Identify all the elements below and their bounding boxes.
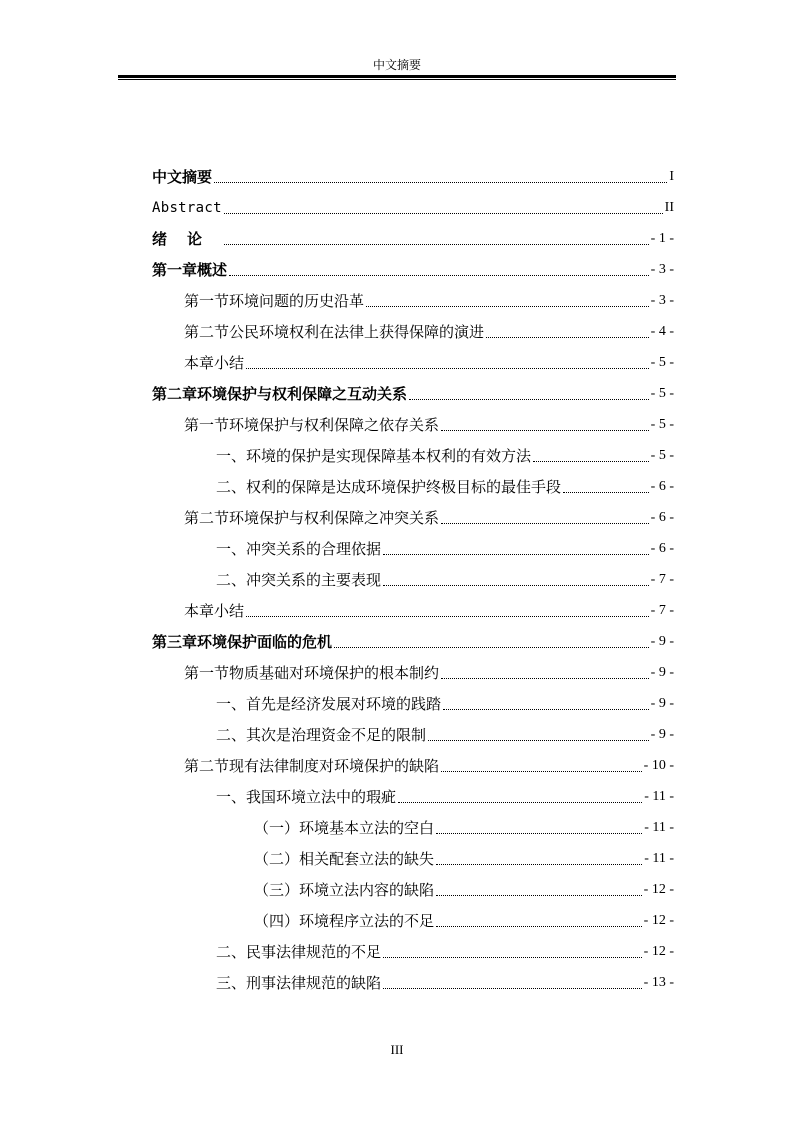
toc-entry-page: - 9 -	[650, 695, 674, 711]
toc-entry-title: 第二章环境保护与权利保障之互动关系	[152, 385, 408, 403]
toc-dot-leader	[428, 740, 649, 741]
toc-entry[interactable]	[152, 967, 674, 998]
toc-entry-title: 本章小结	[184, 354, 245, 372]
toc-entry-page: - 5 -	[650, 354, 674, 370]
toc-dot-leader	[224, 213, 663, 214]
toc-entry[interactable]	[152, 316, 674, 347]
toc-entry-title: 二、民事法律规范的不足	[216, 943, 382, 961]
toc-dot-leader	[436, 926, 642, 927]
header-rule-thin	[118, 79, 676, 80]
toc-entry-page: - 12 -	[643, 943, 674, 959]
toc-entry-title: 一、环境的保护是实现保障基本权利的有效方法	[216, 447, 532, 465]
toc-entry-title: 一、我国环境立法中的瑕疵	[216, 788, 397, 806]
toc-entry-title: 本章小结	[184, 602, 245, 620]
toc-entry-page: - 6 -	[650, 509, 674, 525]
table-of-contents	[152, 161, 674, 998]
toc-dot-leader	[441, 430, 649, 431]
toc-entry-page: - 4 -	[650, 323, 674, 339]
toc-entry[interactable]	[152, 781, 674, 812]
toc-dot-leader	[383, 585, 649, 586]
toc-entry-page: - 1 -	[650, 230, 674, 246]
toc-dot-leader	[436, 895, 642, 896]
toc-entry-title: 一、首先是经济发展对环境的践踏	[216, 695, 442, 713]
toc-entry-page: - 5 -	[650, 385, 674, 401]
toc-entry[interactable]	[152, 285, 674, 316]
toc-entry-page: - 5 -	[650, 447, 674, 463]
toc-entry-page: - 6 -	[650, 540, 674, 556]
toc-dot-leader	[383, 957, 642, 958]
toc-dot-leader	[441, 771, 642, 772]
toc-entry-title: （二）相关配套立法的缺失	[254, 850, 435, 868]
toc-entry-title: 第一章概述	[152, 261, 228, 279]
toc-entry[interactable]	[152, 750, 674, 781]
toc-dot-leader	[533, 461, 649, 462]
toc-entry[interactable]	[152, 471, 674, 502]
toc-entry-title: 二、其次是治理资金不足的限制	[216, 726, 427, 744]
toc-entry-page: - 12 -	[643, 912, 674, 928]
toc-entry[interactable]	[152, 936, 674, 967]
toc-entry-page: - 11 -	[644, 819, 674, 835]
toc-dot-leader	[398, 802, 642, 803]
toc-dot-leader	[334, 647, 649, 648]
toc-entry[interactable]	[152, 254, 674, 285]
toc-entry-page: - 13 -	[643, 974, 674, 990]
toc-dot-leader	[443, 709, 649, 710]
toc-entry-title: 第二节公民环境权利在法律上获得保障的演进	[184, 323, 485, 341]
toc-entry-page: II	[664, 199, 674, 215]
toc-entry-page: - 6 -	[650, 478, 674, 494]
toc-entry-title: 中文摘要	[152, 168, 213, 186]
toc-entry-page: - 7 -	[650, 571, 674, 587]
toc-entry-title: Abstract	[152, 199, 222, 216]
toc-entry-title: 第一节环境保护与权利保障之依存关系	[184, 416, 440, 434]
toc-entry[interactable]	[152, 874, 674, 905]
toc-dot-leader	[436, 833, 642, 834]
toc-dot-leader	[383, 554, 649, 555]
toc-entry-page: - 3 -	[650, 292, 674, 308]
toc-entry-title: 第二节环境保护与权利保障之冲突关系	[184, 509, 440, 527]
page-header: 中文摘要	[372, 58, 421, 72]
toc-entry-title: 第三章环境保护面临的危机	[152, 633, 333, 651]
toc-entry-title: 二、权利的保障是达成环境保护终极目标的最佳手段	[216, 478, 562, 496]
toc-entry[interactable]	[152, 409, 674, 440]
toc-entry-page: I	[669, 168, 674, 184]
toc-entry-page: - 11 -	[644, 788, 674, 804]
toc-entry[interactable]	[152, 905, 674, 936]
toc-entry-title: 第二节现有法律制度对环境保护的缺陷	[184, 757, 440, 775]
toc-entry[interactable]	[152, 161, 674, 192]
toc-dot-leader	[246, 368, 649, 369]
toc-entry-title: 第一节环境问题的历史沿革	[184, 292, 365, 310]
toc-entry[interactable]	[152, 812, 674, 843]
toc-entry-page: - 11 -	[644, 850, 674, 866]
page-number: III	[390, 1042, 404, 1057]
toc-dot-leader	[214, 182, 667, 183]
toc-entry-title: 第一节物质基础对环境保护的根本制约	[184, 664, 440, 682]
header-rule-thick	[118, 75, 676, 78]
toc-entry-title: 三、刑事法律规范的缺陷	[216, 974, 382, 992]
toc-entry-title: 绪论	[152, 230, 223, 248]
toc-entry[interactable]	[152, 626, 674, 657]
toc-dot-leader	[441, 523, 649, 524]
toc-entry[interactable]	[152, 595, 674, 626]
toc-entry-page: - 12 -	[643, 881, 674, 897]
toc-entry[interactable]	[152, 533, 674, 564]
toc-entry-page: - 9 -	[650, 664, 674, 680]
toc-entry[interactable]	[152, 223, 674, 254]
toc-entry[interactable]	[152, 378, 674, 409]
toc-entry[interactable]	[152, 192, 674, 223]
toc-entry-title: （一）环境基本立法的空白	[254, 819, 435, 837]
toc-entry-page: - 7 -	[650, 602, 674, 618]
toc-entry[interactable]	[152, 688, 674, 719]
toc-entry-page: - 3 -	[650, 261, 674, 277]
toc-dot-leader	[246, 616, 649, 617]
toc-entry-page: - 9 -	[650, 726, 674, 742]
toc-entry-title: 二、冲突关系的主要表现	[216, 571, 382, 589]
toc-entry[interactable]	[152, 347, 674, 378]
toc-dot-leader	[224, 244, 649, 245]
toc-dot-leader	[441, 678, 649, 679]
toc-entry[interactable]	[152, 657, 674, 688]
toc-dot-leader	[436, 864, 642, 865]
toc-entry-title: （四）环境程序立法的不足	[254, 912, 435, 930]
toc-entry-page: - 9 -	[650, 633, 674, 649]
toc-entry-page: - 5 -	[650, 416, 674, 432]
toc-entry[interactable]	[152, 502, 674, 533]
toc-entry-title: （三）环境立法内容的缺陷	[254, 881, 435, 899]
toc-entry[interactable]	[152, 440, 674, 471]
toc-dot-leader	[383, 988, 642, 989]
toc-entry[interactable]	[152, 843, 674, 874]
toc-entry[interactable]	[152, 564, 674, 595]
toc-entry-title: 一、冲突关系的合理依据	[216, 540, 382, 558]
toc-entry[interactable]	[152, 719, 674, 750]
toc-dot-leader	[409, 399, 649, 400]
toc-dot-leader	[563, 492, 649, 493]
toc-dot-leader	[366, 306, 649, 307]
toc-dot-leader	[229, 275, 649, 276]
toc-entry-page: - 10 -	[643, 757, 674, 773]
toc-dot-leader	[486, 337, 649, 338]
